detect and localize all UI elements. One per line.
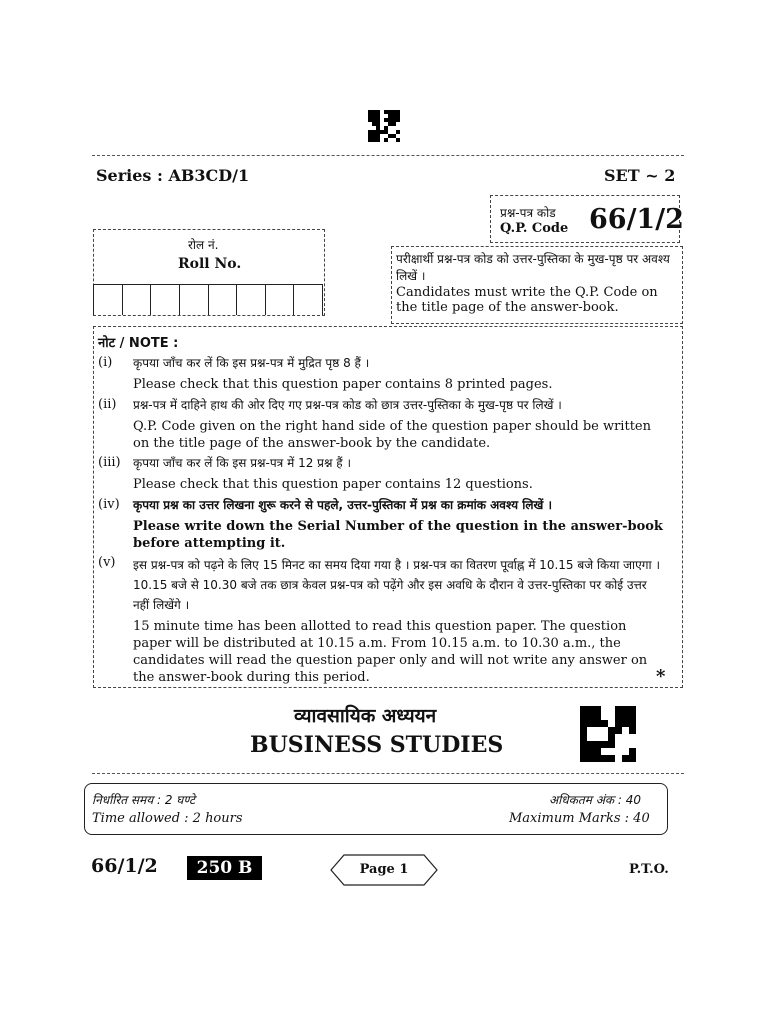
qr-module bbox=[622, 727, 629, 734]
series-label: Series : AB3CD/1 bbox=[96, 166, 250, 185]
note-hi-4: कृपया प्रश्न का उत्तर लिखना शुरू करने से पहले, उत्तर-पुस्तिका में प्रश्न का क्रमांक अवश्य लिखें । bbox=[133, 498, 552, 512]
qr-module bbox=[601, 713, 608, 720]
candidate-note-en: Candidates must write the Q.P. Code on the title page of the answer-book. bbox=[396, 285, 658, 315]
qr-module bbox=[587, 720, 594, 727]
qr-module bbox=[594, 734, 601, 741]
roll-label-en: Roll No. bbox=[178, 256, 242, 272]
note-hi-1: कृपया जाँच कर लें कि इस प्रश्न-पत्र में मुद्रित पृष्ठ 8 हैं । bbox=[133, 356, 370, 370]
note-en-4: Please write down the Serial Number of the question in the answer-book before attempting it. bbox=[133, 519, 663, 551]
roll-cell[interactable] bbox=[180, 285, 209, 315]
qr-module bbox=[594, 748, 601, 755]
qr-module bbox=[622, 713, 629, 720]
qr-module bbox=[608, 713, 615, 720]
qr-module bbox=[601, 748, 608, 755]
qr-module bbox=[622, 741, 629, 748]
qr-module bbox=[580, 741, 587, 748]
qr-module bbox=[580, 713, 587, 720]
qr-module bbox=[608, 755, 615, 762]
roll-cell[interactable] bbox=[237, 285, 266, 315]
qr-module bbox=[615, 755, 622, 762]
qr-module bbox=[580, 720, 587, 727]
marks-en: Maximum Marks : 40 bbox=[509, 811, 650, 826]
note-num-2: (ii) bbox=[98, 397, 117, 412]
qr-module bbox=[608, 706, 615, 713]
qr-module bbox=[580, 727, 587, 734]
qr-module bbox=[608, 748, 615, 755]
note-num-5: (v) bbox=[98, 555, 116, 570]
qr-module bbox=[580, 748, 587, 755]
qp-code-label-hi: प्रश्न-पत्र कोड bbox=[500, 206, 556, 220]
subject-qr-code bbox=[580, 706, 636, 762]
qr-module bbox=[580, 734, 587, 741]
qr-module bbox=[594, 727, 601, 734]
qr-module bbox=[629, 734, 636, 741]
candidate-note-hi: परीक्षार्थी प्रश्न-पत्र कोड को उत्तर-पुस्तिका के मुख-पृष्ठ पर अवश्य लिखें । bbox=[396, 252, 670, 283]
qp-code-label-en: Q.P. Code bbox=[500, 221, 569, 236]
roll-cell[interactable] bbox=[266, 285, 295, 315]
qr-module bbox=[601, 720, 608, 727]
qr-module bbox=[594, 706, 601, 713]
note-star: * bbox=[656, 666, 666, 687]
roll-number-cells bbox=[93, 284, 323, 315]
qr-module bbox=[587, 727, 594, 734]
page-label: Page 1 bbox=[359, 862, 409, 877]
marks-hi: अधिकतम अंक : 40 bbox=[549, 793, 642, 807]
subject-en: BUSINESS STUDIES bbox=[250, 732, 504, 758]
note-en-5: 15 minute time has been allotted to read this question paper. The question paper will be distributed at 10.15 a.m. From 10.15 a.m. to 10.30 a.m., the candidates will read the question paper only and will not write any answer on the answer-book during this period. bbox=[133, 619, 648, 685]
qr-module bbox=[622, 720, 629, 727]
set-label: SET ~ 2 bbox=[604, 166, 676, 185]
qr-module bbox=[396, 138, 400, 142]
note-hi-3: कृपया जाँच कर लें कि इस प्रश्न-पत्र में 12 प्रश्न हैं । bbox=[133, 456, 352, 470]
middle-divider bbox=[92, 773, 684, 774]
roll-label-hi: रोल नं. bbox=[188, 238, 219, 252]
qr-module bbox=[629, 748, 636, 755]
qr-module bbox=[615, 713, 622, 720]
roll-cell[interactable] bbox=[151, 285, 180, 315]
qr-module bbox=[615, 720, 622, 727]
qr-module bbox=[587, 713, 594, 720]
roll-cell[interactable] bbox=[294, 285, 323, 315]
time-en: Time allowed : 2 hours bbox=[92, 811, 243, 826]
roll-cell[interactable] bbox=[93, 285, 123, 315]
top-divider bbox=[92, 155, 684, 156]
qr-module bbox=[608, 741, 615, 748]
qr-module bbox=[622, 748, 629, 755]
roll-cell[interactable] bbox=[123, 285, 152, 315]
qr-module bbox=[594, 713, 601, 720]
note-en-2: Q.P. Code given on the right hand side of the question paper should be written on the title page of the answer-book by the candidate. bbox=[133, 419, 651, 451]
qr-module bbox=[615, 748, 622, 755]
qr-module bbox=[615, 706, 622, 713]
qr-module bbox=[601, 727, 608, 734]
qr-module bbox=[587, 748, 594, 755]
qr-module bbox=[629, 741, 636, 748]
note-title: नोट / NOTE : bbox=[98, 336, 179, 351]
footer-code: 66/1/2 bbox=[91, 855, 158, 877]
qr-module bbox=[615, 727, 622, 734]
qr-module bbox=[608, 727, 615, 734]
qr-module bbox=[608, 720, 615, 727]
qr-module bbox=[608, 734, 615, 741]
qr-module bbox=[587, 741, 594, 748]
top-qr-code bbox=[368, 110, 400, 142]
roll-cell[interactable] bbox=[209, 285, 238, 315]
qr-module bbox=[622, 755, 629, 762]
qr-module bbox=[629, 727, 636, 734]
note-hi-2: प्रश्न-पत्र में दाहिने हाथ की ओर दिए गए प्रश्न-पत्र कोड को छात्र उत्तर-पुस्तिका के मुख-पृष्ठ पर लिखें । bbox=[133, 398, 562, 412]
qr-module bbox=[622, 734, 629, 741]
note-en-1: Please check that this question paper contains 8 printed pages. bbox=[133, 377, 553, 392]
qr-module bbox=[594, 720, 601, 727]
qr-module bbox=[580, 755, 587, 762]
qp-code: 66/1/2 bbox=[589, 204, 684, 235]
qr-module bbox=[601, 755, 608, 762]
note-hi-5: इस प्रश्न-पत्र को पढ़ने के लिए 15 मिनट का समय दिया गया है । प्रश्न-पत्र का वितरण पूर्वाह्न में 10.15 बजे किया जाएगा । 10.15 बजे से 10.30 बजे तक छात्र केवल प्रश्न-पत्र को पढ़ेंगे और इस अवधि के दौरान वे उत्तर-पुस्तिका पर कोई उत्तर नहीं लिखेंगे । bbox=[133, 558, 661, 612]
subject-hi: व्यावसायिक अध्ययन bbox=[294, 705, 437, 727]
qr-module bbox=[615, 741, 622, 748]
note-num-4: (iv) bbox=[98, 497, 120, 512]
qr-module bbox=[601, 734, 608, 741]
qr-module bbox=[587, 734, 594, 741]
qr-module bbox=[622, 706, 629, 713]
qr-module bbox=[594, 741, 601, 748]
note-en-3: Please check that this question paper contains 12 questions. bbox=[133, 477, 533, 492]
qr-module bbox=[629, 755, 636, 762]
qr-module bbox=[629, 720, 636, 727]
qr-module bbox=[587, 755, 594, 762]
pto-label: P.T.O. bbox=[629, 862, 669, 877]
qr-module bbox=[615, 734, 622, 741]
qr-module bbox=[580, 706, 587, 713]
qr-module bbox=[629, 706, 636, 713]
qr-module bbox=[601, 741, 608, 748]
qr-module bbox=[601, 706, 608, 713]
footer-badge: 250 B bbox=[187, 856, 262, 880]
note-num-1: (i) bbox=[98, 355, 113, 370]
note-num-3: (iii) bbox=[98, 455, 121, 470]
qr-module bbox=[629, 713, 636, 720]
time-hi: निर्धारित समय : 2 घण्टे bbox=[92, 793, 196, 807]
qr-module bbox=[594, 755, 601, 762]
qr-module bbox=[587, 706, 594, 713]
